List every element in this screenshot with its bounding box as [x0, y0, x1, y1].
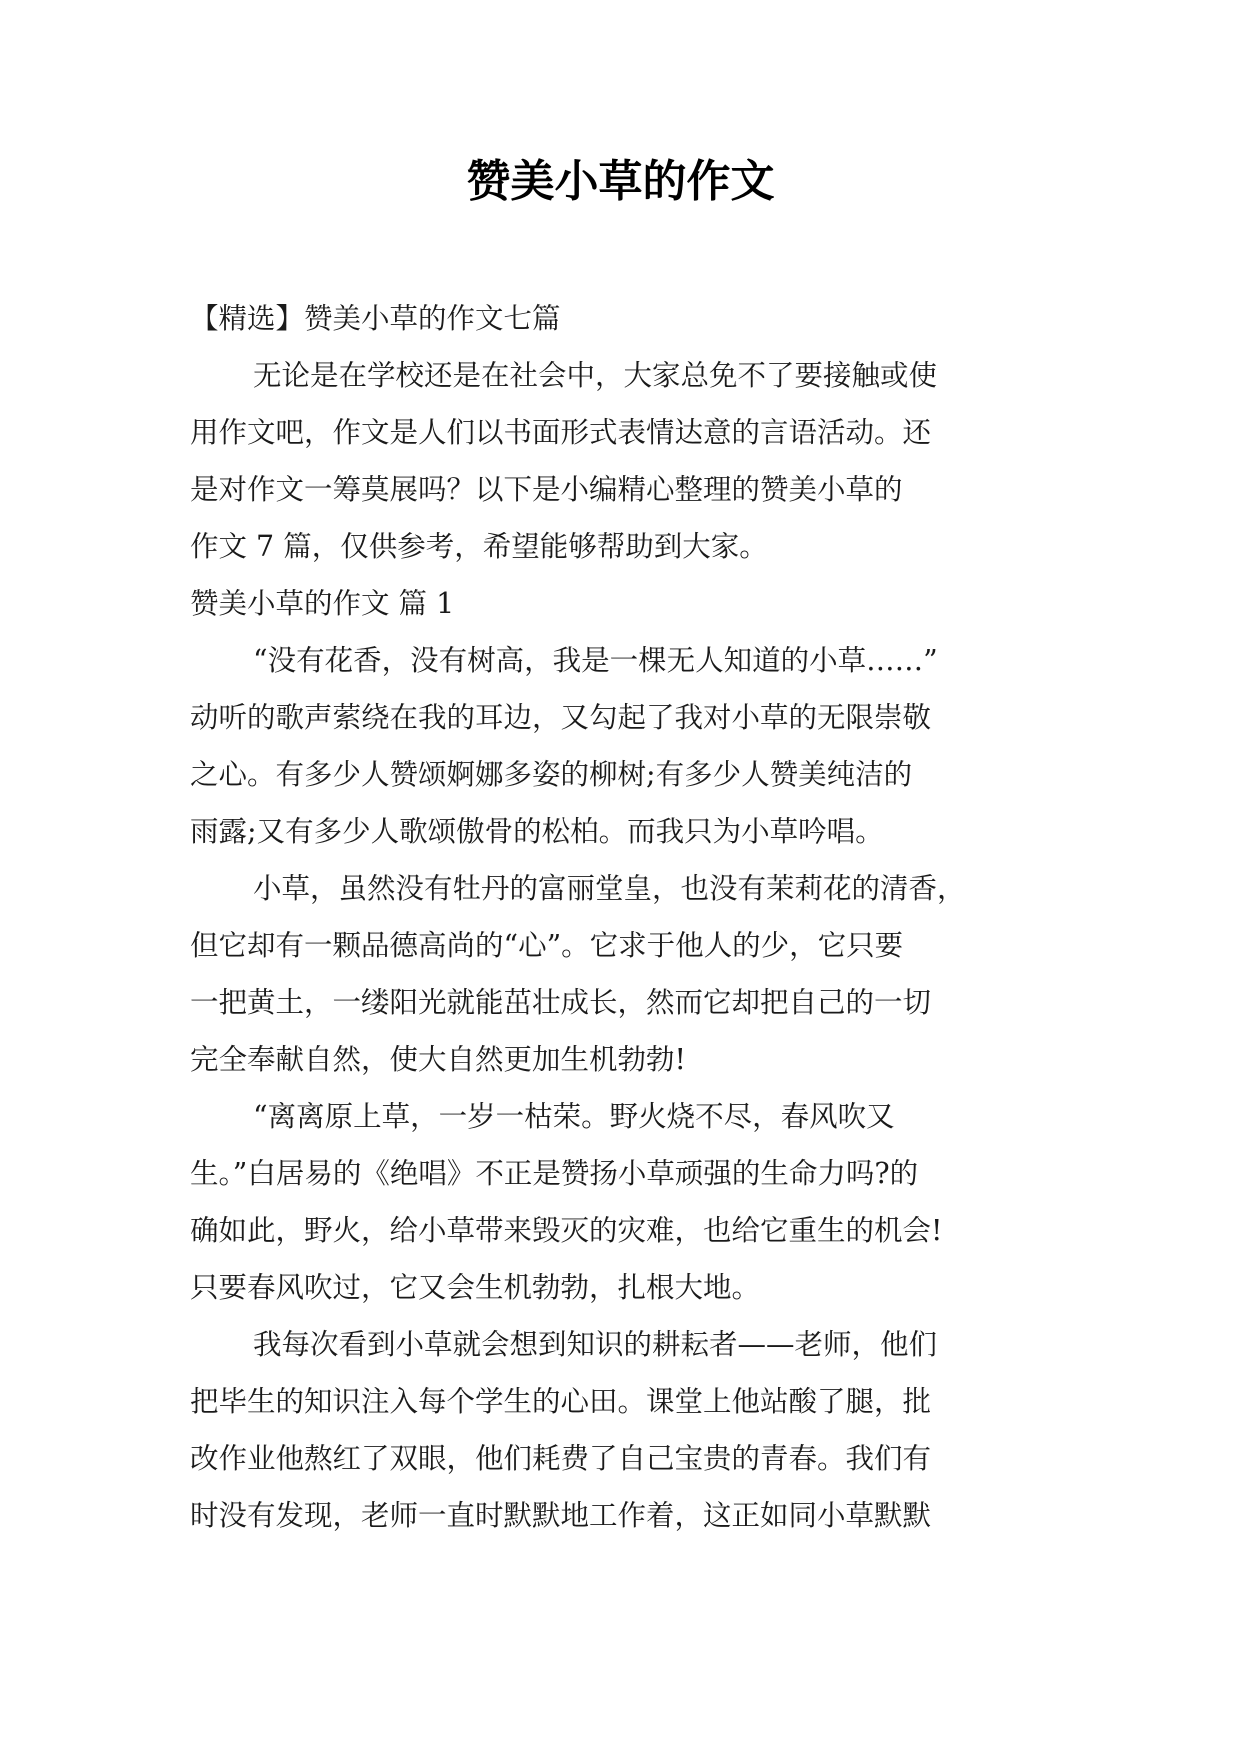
body-paragraph-line: “离离原上草，一岁一枯荣。野火烧不尽，春风吹又	[253, 1100, 895, 1133]
body-paragraph-line: 确如此，野火，给小草带来毁灭的灾难，也给它重生的机会!	[190, 1214, 943, 1247]
intro-heading-line: 【精选】赞美小草的作文七篇	[190, 302, 561, 335]
body-paragraph-line: “没有花香，没有树高，我是一棵无人知道的小草……”	[253, 644, 938, 677]
body-paragraph-line: 一把黄土，一缕阳光就能茁壮成长，然而它却把自己的一切	[190, 986, 932, 1019]
document-body	[190, 290, 1052, 1544]
body-paragraph-line: 把毕生的知识注入每个学生的心田。课堂上他站酸了腿，批	[190, 1385, 932, 1418]
body-paragraph-line: 我每次看到小草就会想到知识的耕耘者——老师，他们	[253, 1328, 938, 1361]
body-paragraph-line: 雨露;又有多少人歌颂傲骨的松柏。而我只为小草吟唱。	[190, 815, 884, 848]
body-paragraph-line: 只要春风吹过，它又会生机勃勃，扎根大地。	[190, 1271, 761, 1304]
intro-paragraph-line: 无论是在学校还是在社会中，大家总免不了要接触或使	[253, 359, 938, 392]
body-paragraph-line: 生。”白居易的《绝唱》不正是赞扬小草顽强的生命力吗?的	[190, 1157, 919, 1190]
body-paragraph-line: 但它却有一颗品德高尚的“心”。它求于他人的少，它只要	[190, 929, 904, 962]
document-title: 赞美小草的作文	[466, 156, 775, 207]
section-heading: 赞美小草的作文 篇 1	[190, 587, 455, 620]
body-paragraph-line: 时没有发现，老师一直时默默地工作着，这正如同小草默默	[190, 1499, 932, 1532]
body-paragraph-line: 之心。有多少人赞颂婀娜多姿的柳树;有多少人赞美纯洁的	[190, 758, 913, 791]
intro-paragraph-line: 用作文吧，作文是人们以书面形式表情达意的言语活动。还	[190, 416, 932, 449]
intro-paragraph-line: 作文 7 篇，仅供参考，希望能够帮助到大家。	[190, 530, 768, 563]
body-paragraph-line: 动听的歌声萦绕在我的耳边，又勾起了我对小草的无限崇敬	[190, 701, 932, 734]
intro-paragraph-line: 是对作文一筹莫展吗？以下是小编精心整理的赞美小草的	[190, 473, 903, 506]
body-paragraph-line: 改作业他熬红了双眼，他们耗费了自己宝贵的青春。我们有	[190, 1442, 932, 1475]
body-paragraph-line: 小草，虽然没有牡丹的富丽堂皇，也没有茉莉花的清香，	[253, 872, 966, 905]
body-paragraph-line: 完全奉献自然，使大自然更加生机勃勃!	[190, 1043, 686, 1076]
